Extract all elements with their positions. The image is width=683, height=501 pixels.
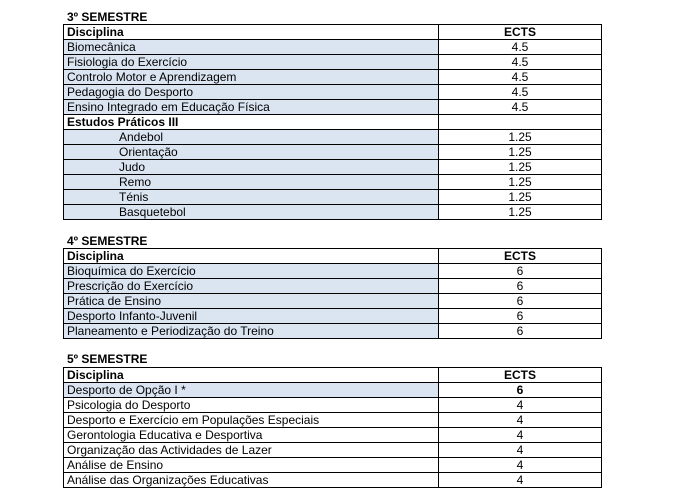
course-ects: 4.5	[439, 40, 602, 55]
course-ects: 1.25	[439, 205, 602, 220]
course-name: Desporto Infanto-Juvenil	[64, 309, 439, 324]
course-ects: 4.5	[439, 70, 602, 85]
course-ects: 4.5	[439, 100, 602, 115]
course-name: Análise de Ensino	[64, 458, 439, 473]
course-ects: 1.25	[439, 130, 602, 145]
course-ects: 6	[439, 324, 602, 339]
table-row	[64, 383, 602, 398]
table-header-row	[64, 368, 602, 383]
course-name: Psicologia do Desporto	[64, 398, 439, 413]
course-name: Orientação	[64, 145, 439, 160]
course-ects: 6	[439, 294, 602, 309]
course-ects: 4	[439, 428, 602, 443]
table-row	[64, 264, 602, 279]
course-name: Organização das Actividades de Lazer	[64, 443, 439, 458]
course-name: Judo	[64, 160, 439, 175]
semester-4-title: 4º SEMESTRE	[67, 234, 148, 248]
table-row	[64, 40, 602, 55]
table-row	[64, 413, 602, 428]
table-row	[64, 279, 602, 294]
header-disciplina: Disciplina	[64, 368, 439, 383]
course-ects: 4.5	[439, 85, 602, 100]
course-ects: 6	[439, 309, 602, 324]
semester-3-table	[63, 24, 602, 220]
semester-5-title: 5º SEMESTRE	[67, 352, 148, 366]
course-ects: 4	[439, 413, 602, 428]
table-header-row	[64, 249, 602, 264]
table-row	[64, 130, 602, 145]
group-ects-empty	[439, 115, 602, 130]
table-row	[64, 324, 602, 339]
course-ects: 4.5	[439, 55, 602, 70]
course-name: Andebol	[64, 130, 439, 145]
table-row	[64, 175, 602, 190]
table-row	[64, 458, 602, 473]
course-name: Basquetebol	[64, 205, 439, 220]
course-ects: 6	[439, 264, 602, 279]
course-ects: 4	[439, 398, 602, 413]
table-row	[64, 100, 602, 115]
table-row	[64, 309, 602, 324]
course-name: Biomecânica	[64, 40, 439, 55]
course-name: Prática de Ensino	[64, 294, 439, 309]
course-name: Desporto de Opção I *	[64, 383, 439, 398]
table-row	[64, 428, 602, 443]
course-ects: 6	[439, 383, 602, 398]
course-name: Fisiologia do Exercício	[64, 55, 439, 70]
course-name: Desporto e Exercício em Populações Especiais	[64, 413, 439, 428]
header-disciplina: Disciplina	[64, 25, 439, 40]
course-ects: 4	[439, 473, 602, 488]
header-disciplina: Disciplina	[64, 249, 439, 264]
table-row	[64, 443, 602, 458]
course-name: Prescrição do Exercício	[64, 279, 439, 294]
semester-3-title: 3º SEMESTRE	[67, 10, 148, 24]
course-name: Ensino Integrado em Educação Física	[64, 100, 439, 115]
semester-5-table	[63, 367, 602, 488]
table-row	[64, 398, 602, 413]
header-ects: ECTS	[439, 368, 602, 383]
table-row	[64, 55, 602, 70]
course-ects: 1.25	[439, 145, 602, 160]
table-row	[64, 473, 602, 488]
course-name: Pedagogia do Desporto	[64, 85, 439, 100]
course-name: Bioquímica do Exercício	[64, 264, 439, 279]
table-row	[64, 145, 602, 160]
course-name: Ténis	[64, 190, 439, 205]
course-ects: 4	[439, 458, 602, 473]
course-ects: 1.25	[439, 160, 602, 175]
group-row	[64, 115, 602, 130]
table-row	[64, 294, 602, 309]
group-name: Estudos Práticos III	[64, 115, 439, 130]
course-name: Remo	[64, 175, 439, 190]
course-name: Gerontologia Educativa e Desportiva	[64, 428, 439, 443]
table-row	[64, 205, 602, 220]
header-ects: ECTS	[439, 249, 602, 264]
course-ects: 4	[439, 443, 602, 458]
course-ects: 1.25	[439, 175, 602, 190]
table-row	[64, 160, 602, 175]
table-row	[64, 70, 602, 85]
table-row	[64, 190, 602, 205]
semester-4-table	[63, 248, 602, 339]
course-name: Controlo Motor e Aprendizagem	[64, 70, 439, 85]
course-name: Planeamento e Periodização do Treino	[64, 324, 439, 339]
table-header-row	[64, 25, 602, 40]
course-ects: 6	[439, 279, 602, 294]
header-ects: ECTS	[439, 25, 602, 40]
table-row	[64, 85, 602, 100]
course-name: Análise das Organizações Educativas	[64, 473, 439, 488]
course-ects: 1.25	[439, 190, 602, 205]
